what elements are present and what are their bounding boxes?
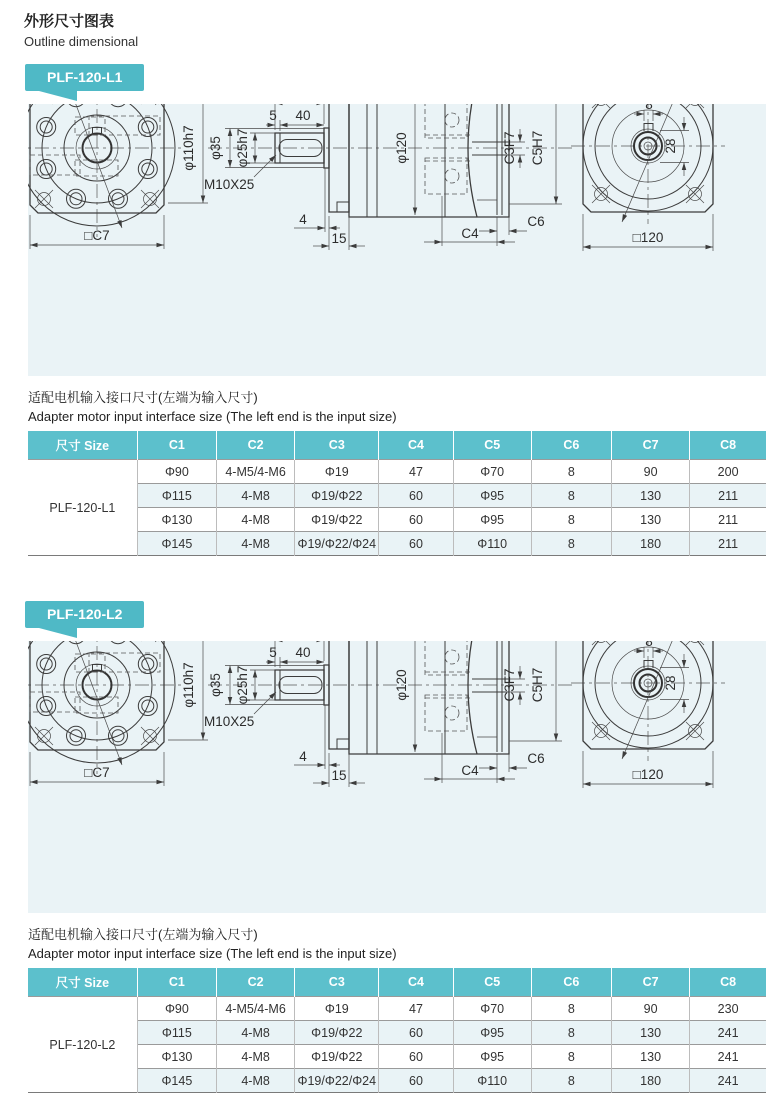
- table-cell: Φ90: [137, 997, 216, 1021]
- table-cell: Φ19/Φ22: [295, 508, 379, 532]
- table-cell: 60: [379, 1021, 453, 1045]
- table-cell: 211: [690, 532, 766, 556]
- page: [0, 10, 780, 1093]
- table-cell: Φ90: [137, 460, 216, 484]
- table-cell: Φ19/Φ22: [295, 484, 379, 508]
- section-plf-120-l1: [0, 49, 780, 556]
- page-title-zh: 外形尺寸图表: [24, 13, 115, 30]
- column-header: C5: [453, 968, 531, 997]
- table-row: [28, 1069, 766, 1093]
- table-cell: 8: [531, 484, 611, 508]
- column-header: C7: [612, 431, 690, 460]
- table-cell: Φ110: [453, 532, 531, 556]
- spec-table-l2: [28, 968, 766, 1093]
- page-title-en: Outline dimensional: [24, 34, 139, 49]
- table-row: [28, 460, 766, 484]
- table-cell: 4-M5/4-M6: [216, 997, 294, 1021]
- table-cell: 8: [531, 508, 611, 532]
- note-zh: 适配电机输入接口尺寸(左端为输入尺寸): [28, 390, 258, 405]
- table-cell: Φ115: [137, 1021, 216, 1045]
- table-cell: 130: [612, 508, 690, 532]
- table-cell: Φ70: [453, 460, 531, 484]
- table-cell: 90: [612, 460, 690, 484]
- row-label: PLF-120-L2: [28, 997, 137, 1093]
- note-en: Adapter motor input interface size (The left end is the input size): [28, 409, 397, 424]
- table-cell: 4-M8: [216, 532, 294, 556]
- table-cell: 130: [612, 1045, 690, 1069]
- table-cell: 4-M8: [216, 484, 294, 508]
- table-cell: Φ19/Φ22/Φ24: [295, 532, 379, 556]
- table-cell: Φ19: [295, 460, 379, 484]
- drawing-panel-l2: [28, 641, 766, 913]
- table-cell: Φ19/Φ22: [295, 1021, 379, 1045]
- table-cell: 4-M8: [216, 1069, 294, 1093]
- dimension-drawing-l1: [28, 104, 766, 376]
- column-header: C3: [295, 431, 379, 460]
- table-cell: 90: [612, 997, 690, 1021]
- table-row: [28, 532, 766, 556]
- column-header: 尺寸 Size: [28, 968, 137, 997]
- table-cell: 180: [612, 532, 690, 556]
- table-cell: 60: [379, 1069, 453, 1093]
- note-en: Adapter motor input interface size (The left end is the input size): [28, 946, 397, 961]
- note-zh: 适配电机输入接口尺寸(左端为输入尺寸): [28, 927, 258, 942]
- column-header: C7: [612, 968, 690, 997]
- table-cell: 60: [379, 1045, 453, 1069]
- column-header: C3: [295, 968, 379, 997]
- row-label: PLF-120-L1: [28, 460, 137, 556]
- table-row: [28, 508, 766, 532]
- table-cell: Φ95: [453, 484, 531, 508]
- column-header: C1: [137, 968, 216, 997]
- table-row: [28, 1021, 766, 1045]
- table-cell: 211: [690, 484, 766, 508]
- table-cell: 4-M8: [216, 1045, 294, 1069]
- table-cell: 200: [690, 460, 766, 484]
- table-cell: 130: [612, 1021, 690, 1045]
- table-row: [28, 997, 766, 1021]
- section-plf-120-l2: [0, 586, 780, 1093]
- column-header: C2: [216, 431, 294, 460]
- column-header: C4: [379, 431, 453, 460]
- drawing-panel-l1: [28, 104, 766, 376]
- table-cell: 60: [379, 532, 453, 556]
- model-badge-l1: PLF-120-L1: [25, 64, 144, 91]
- table-cell: 8: [531, 1069, 611, 1093]
- column-header: C6: [531, 968, 611, 997]
- table-cell: Φ130: [137, 508, 216, 532]
- table-cell: 241: [690, 1045, 766, 1069]
- table-cell: 4-M8: [216, 1021, 294, 1045]
- column-header: C2: [216, 968, 294, 997]
- spec-table-l1: [28, 431, 766, 556]
- table-cell: 230: [690, 997, 766, 1021]
- column-header: C8: [690, 968, 766, 997]
- table-cell: 8: [531, 460, 611, 484]
- table-cell: Φ110: [453, 1069, 531, 1093]
- dimension-drawing-l2: [28, 641, 766, 913]
- table-cell: Φ70: [453, 997, 531, 1021]
- table-cell: Φ95: [453, 1045, 531, 1069]
- model-badge-l2: PLF-120-L2: [25, 601, 144, 628]
- table-cell: 4-M8: [216, 508, 294, 532]
- column-header: C5: [453, 431, 531, 460]
- column-header: C1: [137, 431, 216, 460]
- table-row: [28, 1045, 766, 1069]
- table-cell: 130: [612, 484, 690, 508]
- table-cell: Φ145: [137, 532, 216, 556]
- table-cell: 8: [531, 1021, 611, 1045]
- table-cell: 8: [531, 1045, 611, 1069]
- table-cell: 8: [531, 997, 611, 1021]
- table-cell: Φ19/Φ22: [295, 1045, 379, 1069]
- table-cell: Φ130: [137, 1045, 216, 1069]
- column-header: C4: [379, 968, 453, 997]
- table-cell: Φ95: [453, 1021, 531, 1045]
- table-cell: 211: [690, 508, 766, 532]
- table-cell: Φ95: [453, 508, 531, 532]
- table-cell: 241: [690, 1021, 766, 1045]
- table-cell: 241: [690, 1069, 766, 1093]
- table-cell: 4-M5/4-M6: [216, 460, 294, 484]
- column-header: 尺寸 Size: [28, 431, 137, 460]
- table-cell: 47: [379, 460, 453, 484]
- table-row: [28, 484, 766, 508]
- table-cell: 60: [379, 508, 453, 532]
- table-cell: Φ145: [137, 1069, 216, 1093]
- table-cell: 60: [379, 484, 453, 508]
- table-cell: 47: [379, 997, 453, 1021]
- table-cell: Φ19/Φ22/Φ24: [295, 1069, 379, 1093]
- table-cell: 8: [531, 532, 611, 556]
- table-cell: 180: [612, 1069, 690, 1093]
- column-header: C6: [531, 431, 611, 460]
- table-cell: Φ115: [137, 484, 216, 508]
- table-cell: Φ19: [295, 997, 379, 1021]
- column-header: C8: [690, 431, 766, 460]
